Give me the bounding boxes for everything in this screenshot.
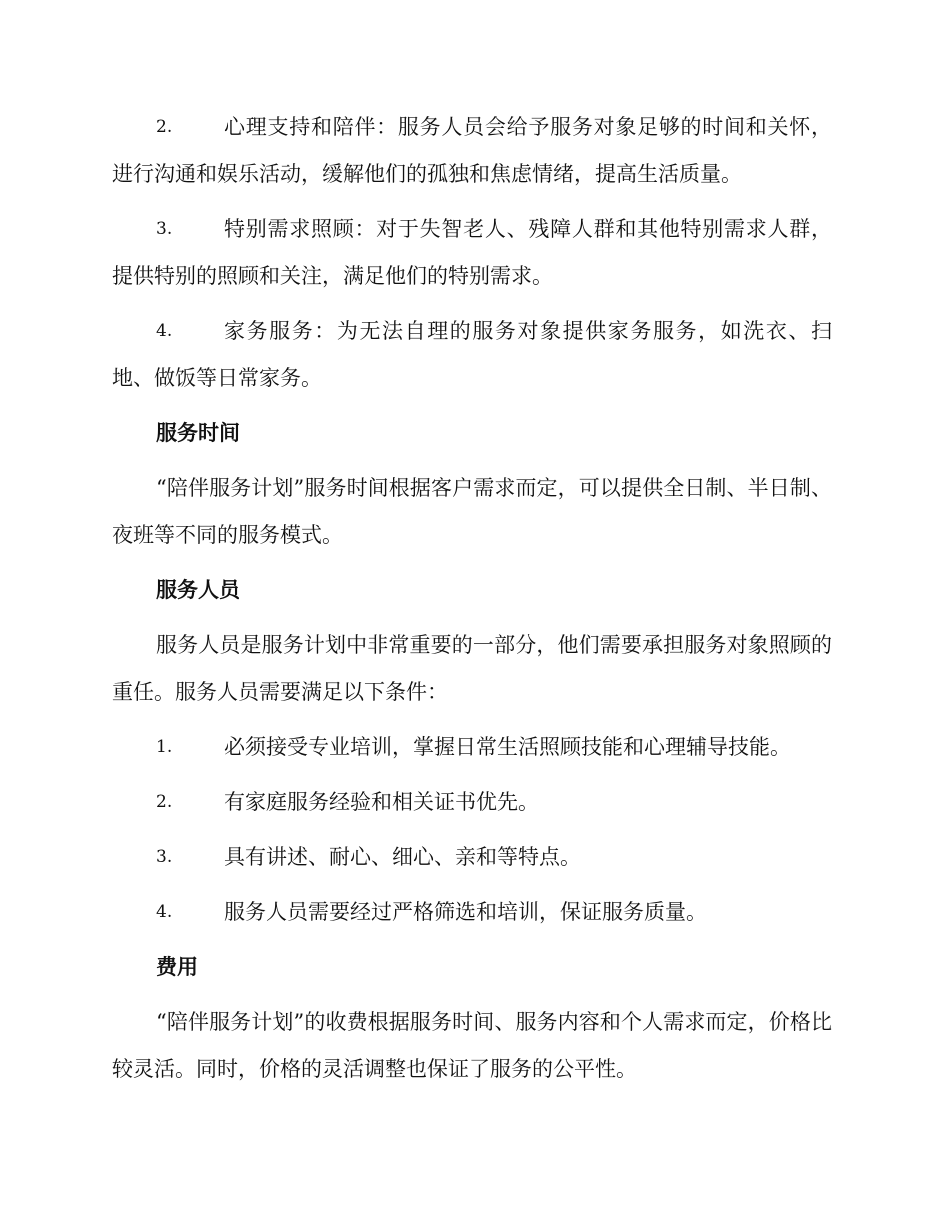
list-item xyxy=(112,104,832,198)
list-number: 4. xyxy=(156,321,173,341)
list-text: 家务服务：为无法自理的服务对象提供家务服务，如洗衣、扫地、做饭等日常家务。 xyxy=(112,319,832,390)
fees-paragraph: “陪伴服务计划”的收费根据服务时间、服务内容和个人需求而定，价格比较灵活。同时，价格的灵活调整也保证了服务的公平性。 xyxy=(112,1010,832,1081)
list-number: 4. xyxy=(156,902,173,922)
list-number: 3. xyxy=(156,219,173,239)
section-heading-fees: 费用 xyxy=(156,955,198,979)
list-text: 必须接受专业培训，掌握日常生活照顾技能和心理辅导技能。 xyxy=(224,735,791,759)
list-number: 3. xyxy=(156,847,173,867)
list-item xyxy=(112,889,832,936)
section-heading-service-staff: 服务人员 xyxy=(156,578,240,602)
section-heading-service-time: 服务时间 xyxy=(156,421,240,445)
list-item xyxy=(112,206,832,300)
list-text: 服务人员需要经过严格筛选和培训，保证服务质量。 xyxy=(224,900,707,924)
list-item xyxy=(112,308,832,402)
list-text: 心理支持和陪伴：服务人员会给予服务对象足够的时间和关怀，进行沟通和娱乐活动，缓解他们的孤独和焦虑情绪，提高生活质量。 xyxy=(112,115,832,186)
list-text: 特别需求照顾：对于失智老人、残障人群和其他特别需求人群，提供特别的照顾和关注，满足他们的特别需求。 xyxy=(112,217,832,288)
list-item xyxy=(112,724,832,771)
list-text: 具有讲述、耐心、细心、亲和等特点。 xyxy=(224,845,581,869)
list-text: 有家庭服务经验和相关证书优先。 xyxy=(224,790,539,814)
service-staff-paragraph: 服务人员是服务计划中非常重要的一部分，他们需要承担服务对象照顾的重任。服务人员需要满足以下条件： xyxy=(112,633,832,704)
list-number: 2. xyxy=(156,792,173,812)
list-number: 2. xyxy=(156,117,173,137)
document-content xyxy=(112,104,832,1101)
list-item xyxy=(112,834,832,881)
service-time-paragraph: “陪伴服务计划”服务时间根据客户需求而定，可以提供全日制、半日制、夜班等不同的服务模式。 xyxy=(112,476,832,547)
list-item xyxy=(112,779,832,826)
list-number: 1. xyxy=(156,737,173,757)
